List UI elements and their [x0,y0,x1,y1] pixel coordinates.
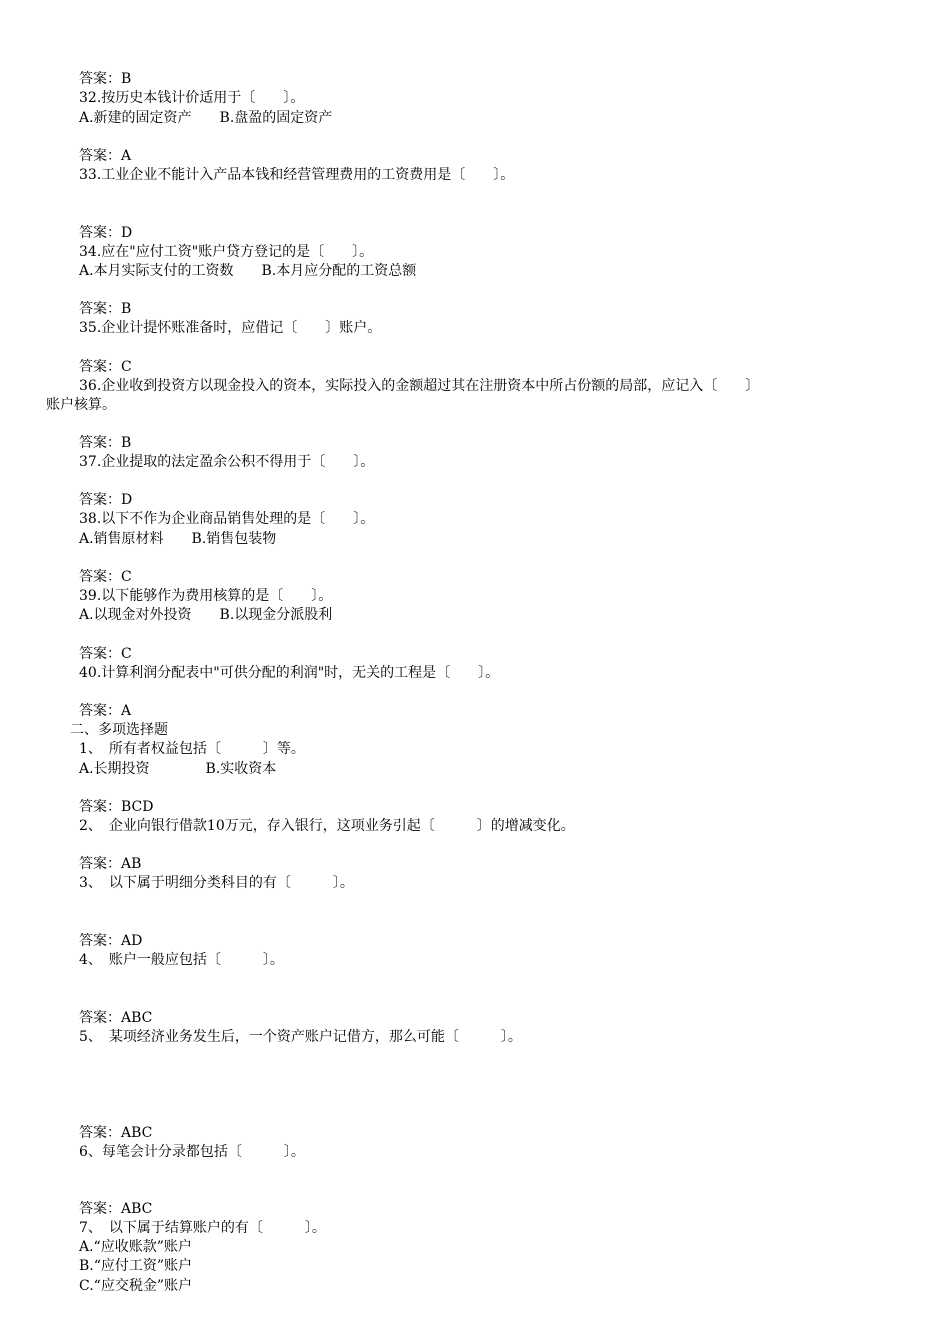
question-line: 39.以下能够作为费用核算的是〔 〕。 [79,588,333,604]
answer-line: 答案：C [79,359,132,375]
question-line: 2、 企业向银行借款10万元，存入银行，这项业务引起〔 〕的增减变化。 [79,818,575,834]
option-line: B.“应付工资”账户 [79,1258,193,1274]
question-line: 38.以下不作为企业商品销售处理的是〔 〕。 [79,511,375,527]
answer-line: 答案：C [79,646,132,662]
question-line: 6、每笔会计分录都包括〔 〕。 [79,1144,305,1160]
question-line: 35.企业计提怀账准备时，应借记〔 〕账户。 [79,320,382,336]
question-line: 3、 以下属于明细分类科目的有〔 〕。 [79,875,354,891]
option-line: A.新建的固定资产 B.盘盈的固定资产 [79,110,333,126]
answer-line: 答案：D [79,225,133,241]
option-line: C.“应交税金”账户 [79,1278,192,1294]
answer-line: 答案：A [79,148,132,164]
text-line: 账户核算。 [46,397,116,413]
question-line: 7、 以下属于结算账户的有〔 〕。 [79,1220,326,1236]
option-line: A.本月实际支付的工资数 B.本月应分配的工资总额 [79,263,417,279]
answer-line: 答案：D [79,492,133,508]
question-line: 34.应在"应付工资"账户贷方登记的是〔 〕。 [79,244,374,260]
answer-line: 答案：ABC [79,1201,153,1217]
answer-line: 答案：C [79,569,132,585]
option-line: A.以现金对外投资 B.以现金分派股利 [79,607,333,623]
answer-line: 答案：BCD [79,799,154,815]
question-line: 1、 所有者权益包括〔 〕等。 [79,741,305,757]
answer-line: 答案：AB [79,856,142,872]
answer-line: 答案：AD [79,933,143,949]
question-line: 40.计算利润分配表中"可供分配的利润"时，无关的工程是〔 〕。 [79,665,500,681]
answer-line: 答案：B [79,301,132,317]
question-line: 4、 账户一般应包括〔 〕。 [79,952,284,968]
answer-line: 答案：A [79,703,132,719]
question-line: 5、 某项经济业务发生后，一个资产账户记借方，那么可能〔 〕。 [79,1029,522,1045]
answer-line: 答案：B [79,71,132,87]
question-line: 37.企业提取的法定盈余公积不得用于〔 〕。 [79,454,375,470]
question-line: 36.企业收到投资方以现金投入的资本，实际投入的金额超过其在注册资本中所占份额的局部，应记入〔 〕 [79,378,760,394]
option-line: A.长期投资 B.实收资本 [79,761,277,777]
question-line: 32.按历史本钱计价适用于〔 〕。 [79,90,305,106]
question-line: 33.工业企业不能计入产品本钱和经营管理费用的工资费用是〔 〕。 [79,167,515,183]
section-heading: 二、多项选择题 [70,722,168,738]
answer-line: 答案：ABC [79,1125,153,1141]
answer-line: 答案：ABC [79,1010,153,1026]
option-line: A.销售原材料 B.销售包装物 [79,531,277,547]
answer-line: 答案：B [79,435,132,451]
option-line: A.“应收账款”账户 [79,1239,192,1255]
